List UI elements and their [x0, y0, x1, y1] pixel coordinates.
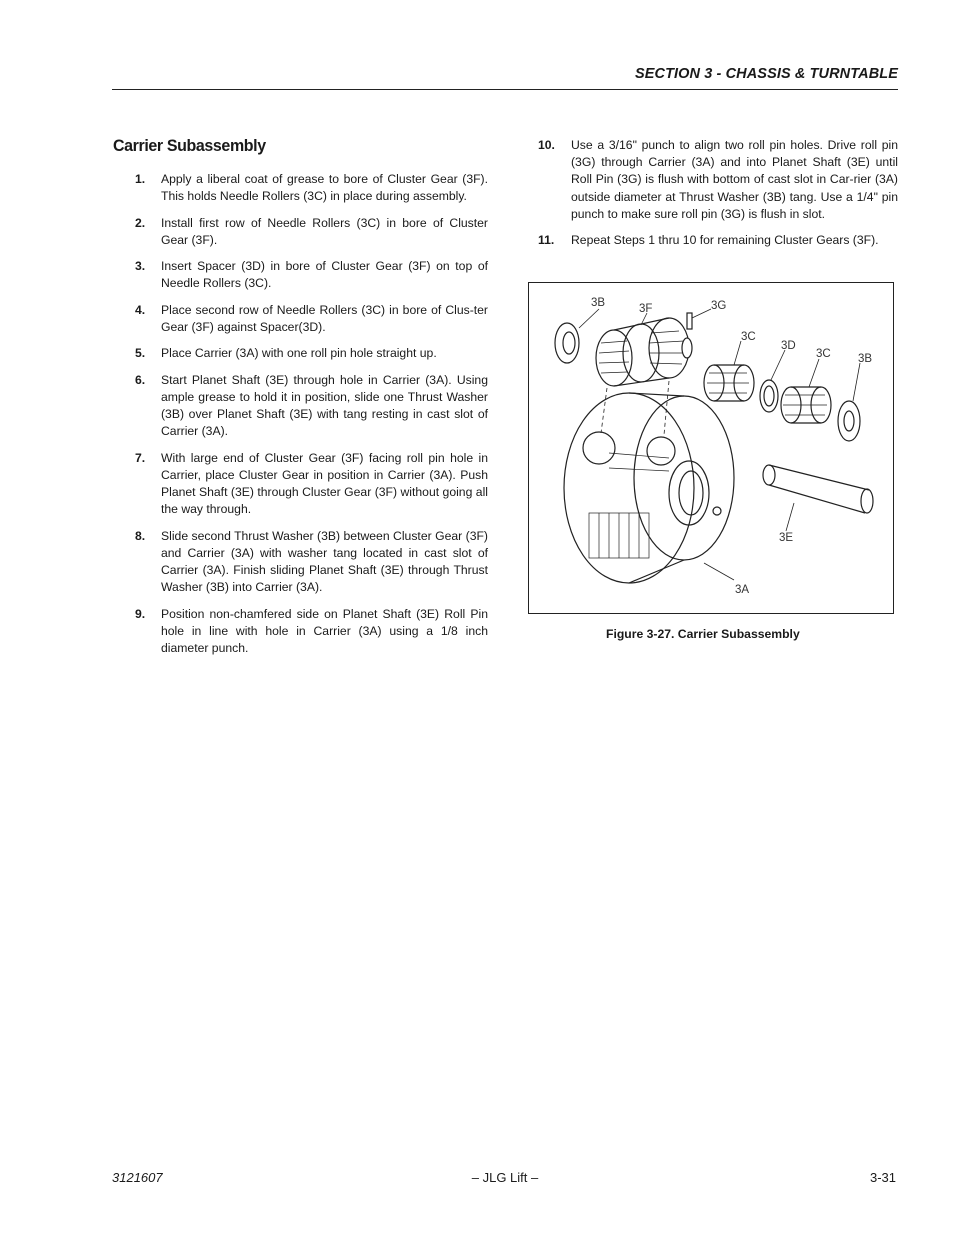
step-item: [135, 171, 488, 205]
step-text: Place Carrier (3A) with one roll pin hole straight up.: [161, 346, 437, 361]
header-rule: [112, 89, 898, 90]
footer-center-text: – JLG Lift –: [471, 1170, 539, 1185]
section-header-title: SECTION 3 - CHASSIS & TURNTABLE: [634, 66, 898, 82]
step-item: [135, 606, 488, 658]
step-text: Start Planet Shaft (3E) through hole in Carrier (3A). Using ample grease to hold it in position, slide one Thrust Washer (3B) over Planet Shaft (3E) with tang resting in cast slot of Carrier (3A).: [161, 372, 488, 439]
thrust-washer-3b-left: [555, 323, 579, 363]
step-text: Repeat Steps 1 thru 10 for remaining Cluster Gears (3F).: [571, 233, 879, 248]
step-text: Install first row of Needle Rollers (3C) in bore of Cluster Gear (3F).: [161, 215, 488, 247]
figure-carrier-subassembly: [528, 282, 894, 614]
step-number: 6.: [135, 372, 146, 387]
step-text: Insert Spacer (3D) in bore of Cluster Gear (3F) on top of Needle Rollers (3C).: [161, 259, 488, 291]
step-number: 2.: [135, 215, 146, 230]
step-number: 3.: [135, 259, 146, 274]
callout-3d: 3D: [781, 340, 796, 352]
section-heading: Carrier Subassembly: [113, 136, 266, 155]
step-text: Place second row of Needle Rollers (3C) in bore of Clus-ter Gear (3F) against Spacer(3D).: [161, 302, 488, 334]
roll-pin-3g: [687, 313, 692, 329]
step-item: [135, 302, 488, 336]
step-item: [135, 372, 488, 441]
figure-caption: Figure 3-27. Carrier Subassembly: [606, 627, 800, 641]
step-number: 7.: [135, 450, 146, 465]
cluster-gear-3f: [596, 318, 692, 386]
step-item: [135, 215, 488, 249]
footer-doc-number: 3121607: [112, 1170, 163, 1185]
step-item: [538, 232, 898, 249]
procedure-steps-left: [135, 171, 488, 667]
step-text: Position non-chamfered side on Planet Shaft (3E) Roll Pin hole in line with hole in Carrier (3A) using a 1/8 inch diameter punch.: [161, 606, 488, 656]
step-item: [538, 137, 898, 223]
step-item: [135, 528, 488, 597]
step-text: With large end of Cluster Gear (3F) facing roll pin hole in Carrier, place Cluster Gear in position in Carrier (3A). Push Planet Shaft (3E) through Cluster Gear (3F) without going all the way through.: [161, 450, 488, 517]
callout-3a: 3A: [735, 584, 750, 596]
step-number: 4.: [135, 302, 146, 317]
callout-3c-right: 3C: [816, 348, 831, 360]
step-item: [135, 345, 488, 362]
spacer-3d: [760, 380, 778, 412]
needle-rollers-3c-right: [781, 387, 831, 423]
step-text: Apply a liberal coat of grease to bore of Cluster Gear (3F). This holds Needle Rollers (3C) in place during assembly.: [161, 172, 488, 204]
step-number: 9.: [135, 606, 146, 621]
callout-3e: 3E: [779, 532, 794, 544]
step-number: 10.: [538, 138, 555, 152]
callout-3b-left: 3B: [591, 297, 606, 309]
callout-3b-right: 3B: [858, 353, 873, 365]
step-text: Slide second Thrust Washer (3B) between Cluster Gear (3F) and Carrier (3A) with washer tang located in cast slot of Carrier (3A). Finish sliding Planet Shaft (3E) through Thrust Washer (3B) into Carrier (3A).: [161, 528, 488, 595]
step-number: 8.: [135, 528, 146, 543]
thrust-washer-3b-right: [838, 401, 860, 441]
step-number: 1.: [135, 172, 146, 186]
planet-shaft-3e: [763, 465, 873, 513]
step-number: 11.: [538, 233, 555, 248]
exploded-view-illustration: [529, 283, 893, 613]
carrier-3a: [564, 393, 734, 583]
callout-3g: 3G: [711, 300, 727, 312]
step-text: Use a 3/16" punch to align two roll pin holes. Drive roll pin (3G) through Carrier (3A) and into Planet Shaft (3E) until Roll Pin (3G) is flush with bottom of cast slot in Car-rier (3A) outside diameter at Thrust Washer (3B) tang. Use a 1/4" pin punch to make sure roll pin (3G) is flush in slot.: [571, 138, 898, 221]
step-number: 5.: [135, 346, 146, 361]
footer-page-number: 3-31: [869, 1170, 896, 1185]
callout-3f: 3F: [639, 303, 653, 315]
step-item: [135, 258, 488, 292]
step-item: [135, 450, 488, 519]
callout-3c-left: 3C: [741, 331, 756, 343]
needle-rollers-3c-left: [704, 365, 754, 401]
procedure-steps-right: [538, 137, 898, 259]
